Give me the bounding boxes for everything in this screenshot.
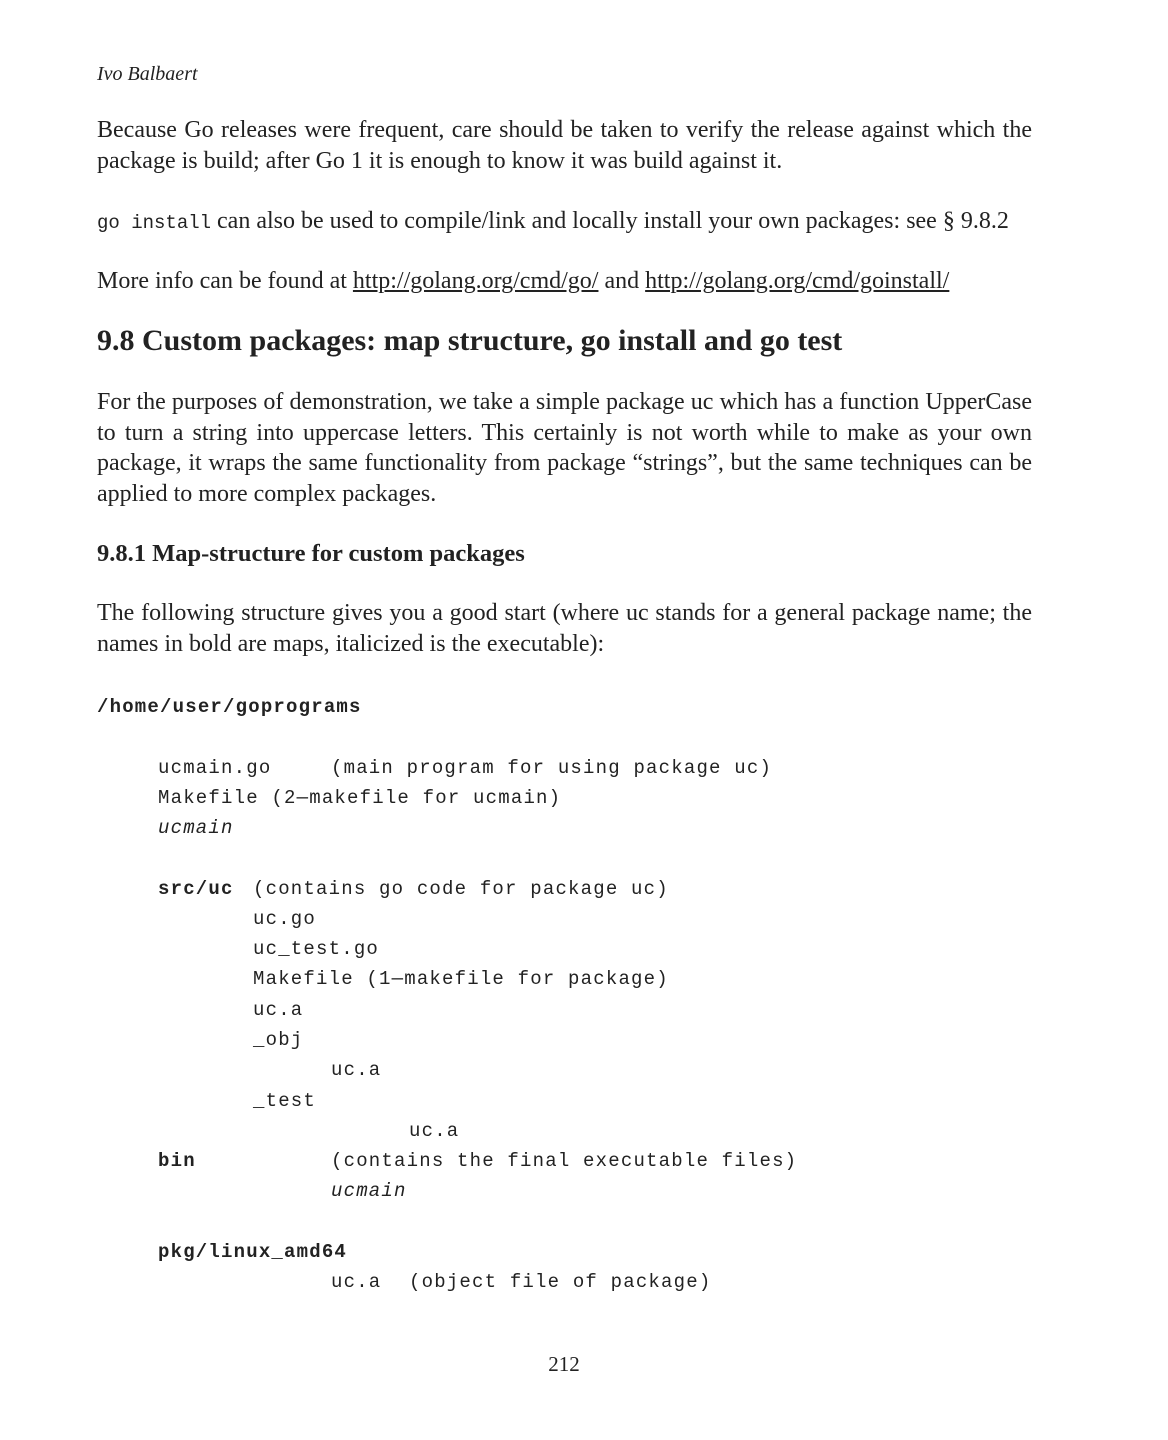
tree-test-uc-a: uc.a <box>409 1120 460 1142</box>
section-heading-9-8: 9.8 Custom packages: map structure, go install and go test <box>97 324 843 357</box>
inline-code: go install <box>97 212 212 234</box>
tree-pkg: pkg/linux_amd64 <box>158 1241 348 1263</box>
tree-root: /home/user/goprograms <box>97 696 362 718</box>
tree-ucmain-exe: ucmain <box>158 817 234 839</box>
paragraph-demonstration: For the purposes of demonstration, we take a simple package uc which has a function UpperCase to turn a string into uppercase letters. This certainly is not worth while to make as your own package, it wraps the same functionality from package “strings”, but the same techniques can be applied to more complex packages. <box>97 389 1032 507</box>
tree-makefile-1: Makefile (1—makefile for package) <box>253 968 669 990</box>
link-cmd-go[interactable]: http://golang.org/cmd/go/ <box>352 268 599 294</box>
paragraph-release-note: Because Go releases were frequent, care should be taken to verify the release against which the package is build; after Go 1 it is enough to know it was build against it. <box>97 117 1032 174</box>
running-header: Ivo Balbaert <box>97 63 198 85</box>
page-number: 212 <box>548 1352 580 1376</box>
tree-ucmain-go-desc: (main program for using package uc) <box>331 757 773 779</box>
tree-src-uc: src/uc <box>158 878 234 900</box>
link-cmd-goinstall[interactable]: http://golang.org/cmd/goinstall/ <box>645 268 950 294</box>
tree-bin-desc: (contains the final executable files) <box>331 1150 798 1172</box>
paragraph-more-info <box>97 266 1032 297</box>
subsection-heading-9-8-1: 9.8.1 Map-structure for custom packages <box>97 540 525 567</box>
tree-src-uc-desc: (contains go code for package uc) <box>253 878 669 900</box>
paragraph-go-install <box>97 206 1032 239</box>
tree-uc-test-go: uc_test.go <box>253 938 380 960</box>
tree-ucmain-go: ucmain.go <box>158 757 272 779</box>
tree-obj: _obj <box>253 1029 304 1051</box>
tree-uc-go: uc.go <box>253 908 317 930</box>
paragraph-structure-intro: The following structure gives you a good start (where uc stands for a general package name; the names in bold are maps, italicized is the executable): <box>97 600 1032 657</box>
tree-bin-ucmain: ucmain <box>331 1180 407 1202</box>
tree-uc-a: uc.a <box>253 999 304 1021</box>
paragraph-text: can also be used to compile/link and locally install your own packages: see § 9.8.2 <box>211 208 1009 234</box>
paragraph-text: More info can be found at <box>97 268 353 294</box>
tree-pkg-uc-a-desc: (object file of package) <box>409 1271 712 1293</box>
tree-makefile-2: Makefile (2—makefile for ucmain) <box>158 787 562 809</box>
paragraph-text: and <box>598 268 646 294</box>
tree-bin: bin <box>158 1150 196 1172</box>
tree-pkg-uc-a: uc.a <box>331 1271 382 1293</box>
tree-obj-uc-a: uc.a <box>331 1059 382 1081</box>
tree-test: _test <box>253 1090 317 1112</box>
